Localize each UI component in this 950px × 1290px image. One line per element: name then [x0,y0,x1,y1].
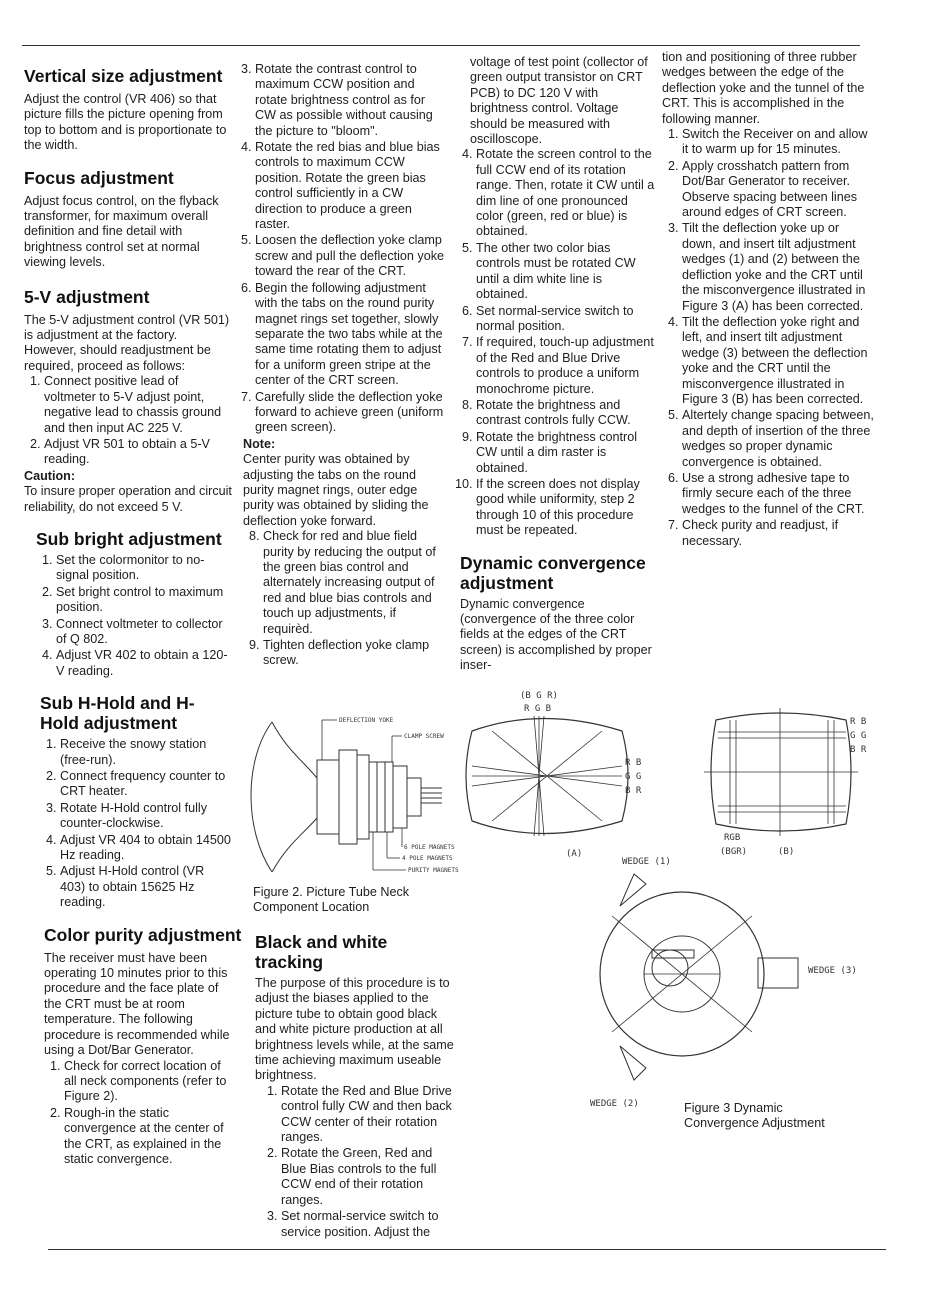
list-item: 1. Rotate the Red and Blue Drive control fully CW and then back CCW center of their rotation ranges. [281,1084,460,1146]
sub-hold-steps [24,737,232,910]
fig3b-side-label-1: R B [850,717,867,727]
list-item: 8. Check for red and blue field purity by reducing the output of the green bias control and alternately increasing output of red and blue bias controls and touch up adjustments, if requirèd. [263,529,445,637]
focus-heading: Focus adjustment [24,167,174,188]
list-item: 4. Adjust VR 402 to obtain a 120-V reading. [56,648,232,679]
list-item: 2. Rough-in the static convergence at the center of the CRT, as explained in the static convergence. [64,1106,232,1168]
list-item: 2. Adjust VR 501 to obtain a 5-V reading. [44,437,232,468]
list-item: 6. Use a strong adhesive tape to firmly secure each of the three wedges to the funnel of the CRT. [682,471,874,517]
list-item: 10. If the screen does not display good while uniformity, step 2 through 10 of this procedure must be repeated. [476,477,656,539]
column-2 [235,62,445,670]
bottom-rule [48,1249,886,1250]
color-purity-text: The receiver must have been operating 10 minutes prior to this procedure and the face plate of the CRT must be at room temperature. The following procedure is recommended while using a Dot/Bar Generator. [44,950,230,1058]
list-item: 3. Rotate the contrast control to maximum CCW position and rotate brightness control as for CW as possible without causing the picture to "bloom". [255,62,445,139]
caution-label: Caution: [24,468,76,483]
list-item: 3. Set normal-service switch to service position. Adjust the [281,1209,460,1240]
note-label: Note: [243,436,276,451]
list-item: 5. Adjust H-Hold control (VR 403) to obtain 15625 Hz reading. [60,864,232,910]
top-rule [22,45,860,46]
vertical-size-heading: Vertical size adjustment [24,66,223,86]
vertical-size-text: Adjust the control (VR 406) so that picture fills the picture opening from top to bottom and is proportionate to the width. [24,92,227,153]
list-item: 7. If required, touch-up adjustment of the Red and Blue Drive controls to produce a uniform monochrome picture. [476,335,656,397]
bw-tracking-heading: Black and white tracking [255,932,388,972]
bw-tracking-section [255,932,460,1241]
list-item: 3. Rotate H-Hold control fully counter-clockwise. [60,801,232,832]
fig3b-side-label-3: B R [850,745,867,755]
fig3b-label: (B) [778,847,795,857]
yoke-label: DEFLECTION YOKE [339,717,394,724]
bw-continued-text: voltage of test point (collector of green output transistor on CRT PCB) to DC 120 V with brightness control. Voltage should be measured with oscilloscope. [470,55,648,147]
list-item: 7. Check purity and readjust, if necessary. [682,518,874,549]
fig3a-side-label-1: R B [625,758,642,768]
column-4 [662,50,874,550]
sub-bright-heading: Sub bright adjustment [36,528,222,549]
list-item: 4. Tilt the deflection yoke right and left, and insert tilt adjustment wedge (3) between the deflection yoke and the CRT until the misconvergence illustrated in Figure 3 (B) has been corrected. [682,315,874,407]
color-purity-heading: Color purity adjustment [44,924,242,945]
list-item: 6. Set normal-service switch to normal position. [476,304,656,335]
wedge-2-label: WEDGE (2) [590,1099,639,1109]
fig3b-bottom-label-2: (BGR) [720,847,748,857]
fig3a-top-label-2: R G B [524,704,552,714]
figure-3a-diagram [462,686,662,866]
column-3 [456,55,656,674]
list-item: 2. Rotate the Green, Red and Blue Bias controls to the full CCW end of their rotation ranges. [281,1146,460,1208]
fig3b-side-label-2: G G [850,731,867,741]
bw-tracking-text: The purpose of this procedure is to adjust the biases applied to the picture tube to obtain good black and white picture production at all brightness levels while, at the same time achieving maximum useable brightness. [255,976,454,1083]
purity-steps-continued [235,62,445,436]
sub-hold-heading: Sub H-Hold and H-Hold adjustment [40,693,195,734]
figure-2-diagram [242,700,477,885]
figure-3-caption: Figure 3 Dynamic Convergence Adjustment [684,1101,825,1131]
list-item: 1. Connect positive lead of voltmeter to 5-V adjust point, negative lead to chassis ground and then input AC 225 V. [44,374,232,436]
list-item: 9. Rotate the brightness control CW until a dim raster is obtained. [476,430,656,476]
list-item: 2. Connect frequency counter to CRT heater. [60,769,232,800]
five-v-steps [24,374,232,467]
wedge-1-label: WEDGE (1) [622,857,671,867]
bw-steps-continued [456,147,656,538]
list-item: 6. Begin the following adjustment with the tabs on the round purity magnet rings set together, slowly separate the two tabs while at the same time rotating them to adjust for a uniform green stripe at the center of the CRT screen. [255,281,445,389]
list-item: 5. Loosen the deflection yoke clamp screw and pull the deflection yoke toward the rear of the CRT. [255,233,445,279]
list-item: 3. Tilt the deflection yoke up or down, and insert tilt adjustment wedges (1) and (2) between the defliction yoke and the CRT until the misconvergence illustrated in Figure 3 (A) has been corrected. [682,221,874,313]
list-item: 5. The other two color bias controls must be rotated CW until a dim white line is obtained. [476,241,656,303]
five-v-text: The 5-V adjustment control (VR 501) is adjustment at the factory. However, should readjustment be required, proceed as follows: [24,312,230,373]
figure-3b-diagram [700,702,880,862]
dynamic-convergence-steps [662,127,874,549]
fig3b-bottom-label-1: RGB [724,833,741,843]
figure-3-wedge-diagram [572,846,872,1116]
four-pole-label: 4 POLE MAGNETS [402,855,453,862]
purity-magnets-label: PURITY MAGNETS [408,867,459,874]
column-1 [24,66,242,1168]
bw-tracking-steps [255,1084,460,1240]
wedge-3-label: WEDGE (3) [808,966,857,976]
list-item: 9. Tighten deflection yoke clamp screw. [263,638,445,669]
list-item: 1. Receive the snowy station (free-run). [60,737,232,768]
list-item: 3. Connect voltmeter to collector of Q 802. [56,617,232,648]
list-item: 4. Rotate the red bias and blue bias controls to maximum CCW position. Rotate the green bias control sufficiently in a CW direction to produce a green raster. [255,140,445,232]
five-v-heading: 5-V adjustment [24,286,150,307]
fig3a-side-label-3: B R [625,786,642,796]
color-purity-steps [24,1059,232,1168]
list-item: 1. Check for correct location of all neck components (refer to Figure 2). [64,1059,232,1105]
dynamic-convergence-heading: Dynamic convergence adjustment [460,552,646,593]
list-item: 2. Set bright control to maximum position. [56,585,232,616]
list-item: 2. Apply crosshatch pattern from Dot/Bar Generator to receiver. Observe spacing between lines around edges of CRT screen. [682,159,874,221]
six-pole-label: 6 POLE MAGNETS [404,844,455,851]
list-item: 7. Carefully slide the deflection yoke forward to achieve green (uniform green screen). [255,390,445,436]
fig3a-label: (A) [566,849,583,859]
list-item: 1. Set the colormonitor to no-signal position. [56,553,232,584]
figure-2-caption: Figure 2. Picture Tube Neck Component Location [253,885,410,915]
dynamic-convergence-text: Dynamic convergence (convergence of the three color fields at the edges of the CRT screen) is accomplished by proper inser- [460,596,652,673]
fig3a-top-label-1: (B G R) [520,691,558,701]
purity-steps-final [235,529,445,669]
list-item: 4. Adjust VR 404 to obtain 14500 Hz reading. [60,833,232,864]
list-item: 8. Rotate the brightness and contrast controls fully CCW. [476,398,656,429]
list-item: 5. Altertely change spacing between, and depth of insertion of the three wedges so proper dynamic convergence is obtained. [682,408,874,470]
caution-text: To insure proper operation and circuit reliability, do not exceed 5 V. [24,484,232,514]
fig3a-side-label-2: G G [625,772,642,782]
list-item: 1. Switch the Receiver on and allow it to warm up for 15 minutes. [682,127,874,158]
note-text: Center purity was obtained by adjusting the tabs on the round purity magnet rings, outer edge purity was obtained by sliding the deflection yoke forward. [243,452,429,528]
list-item: 4. Rotate the screen control to the full CCW end of its rotation range. Then, rotate it CW until a dim line of one pronounced color (green, red or blue) is obtained. [476,147,656,239]
sub-bright-steps [24,553,232,679]
focus-text: Adjust focus control, on the flyback transformer, for maximum overall definition and fine detail with brightness control set at normal viewing levels. [24,193,219,270]
dynamic-convergence-continued: tion and positioning of three rubber wedges between the edge of the deflection yoke and the tunnel of the CRT. This is accomplished in the following manner. [662,50,865,126]
clamp-screw-label: CLAMP SCREW [404,733,444,740]
